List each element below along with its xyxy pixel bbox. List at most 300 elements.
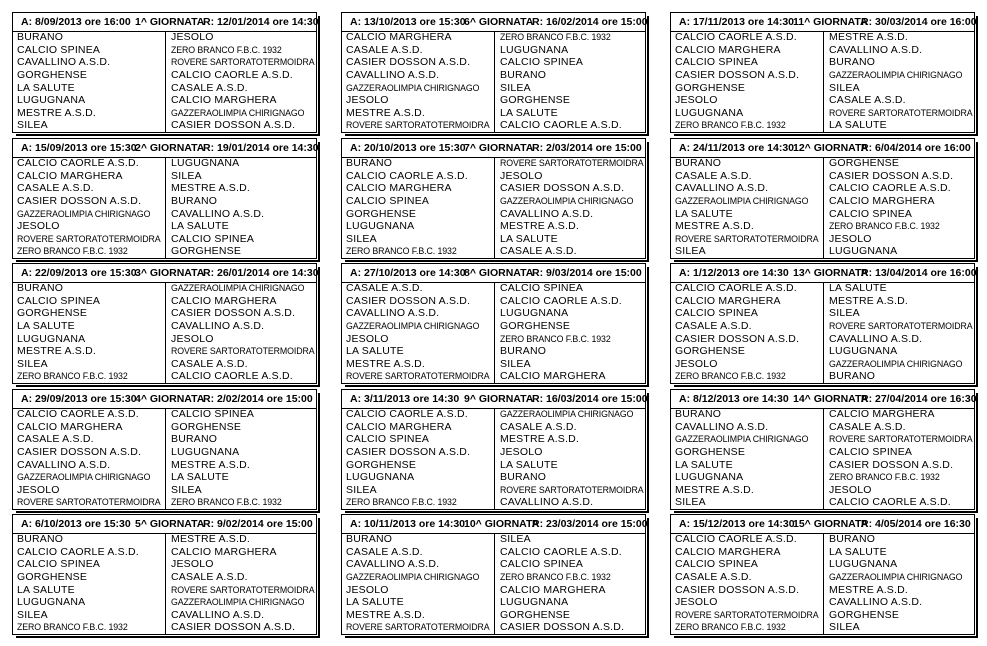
- away-team: ROVERE SARTORATOTERMOIDRA: [823, 320, 976, 333]
- home-team: GORGHENSE: [17, 570, 88, 583]
- home-team: CASALE A.S.D.: [675, 570, 752, 583]
- home-team: GORGHENSE: [17, 307, 88, 320]
- home-team: JESOLO: [17, 483, 60, 496]
- home-team: GORGHENSE: [675, 81, 746, 94]
- away-team: ROVERE SARTORATOTERMOIDRA: [494, 157, 647, 170]
- home-team: CAVALLINO A.S.D.: [17, 56, 111, 69]
- home-team: LA SALUTE: [17, 583, 75, 596]
- away-team: JESOLO: [165, 333, 318, 346]
- home-team: BURANO: [346, 157, 393, 169]
- away-team: LA SALUTE: [165, 220, 318, 233]
- away-team: CAVALLINO A.S.D.: [823, 333, 976, 346]
- home-team: CALCIO CAORLE A.S.D.: [17, 157, 139, 169]
- away-team: LUGUGNANA: [494, 596, 647, 609]
- home-team: CALCIO MARGHERA: [675, 43, 781, 56]
- away-team: CAVALLINO A.S.D.: [165, 320, 318, 333]
- home-team: BURANO: [346, 533, 393, 545]
- home-team: CASIER DOSSON A.S.D.: [675, 332, 800, 345]
- home-team: JESOLO: [346, 332, 389, 345]
- andata-date: A: 10/11/2013 ore 14:30: [350, 518, 465, 530]
- matchday-label: 5^ GIORNATA: [135, 518, 205, 530]
- home-team: CALCIO MARGHERA: [675, 545, 781, 558]
- home-team: SILEA: [346, 483, 377, 496]
- away-team: CALCIO SPINEA: [494, 558, 647, 571]
- home-team: LA SALUTE: [675, 458, 733, 471]
- home-team: CALCIO CAORLE A.S.D.: [675, 31, 797, 43]
- away-team: LUGUGNANA: [823, 245, 976, 258]
- away-team: MESTRE A.S.D.: [823, 31, 976, 44]
- away-team: CALCIO CAORLE A.S.D.: [823, 496, 976, 509]
- away-team: LA SALUTE: [823, 282, 976, 295]
- home-team: CALCIO SPINEA: [675, 56, 759, 69]
- ritorno-date: R: 12/01/2014 ore 14:30: [203, 16, 319, 28]
- away-team: LUGUGNANA: [823, 558, 976, 571]
- away-team: CAVALLINO A.S.D.: [494, 208, 647, 221]
- away-team: GAZZERAOLIMPIA CHIRIGNAGO: [823, 358, 976, 371]
- home-team: CALCIO CAORLE A.S.D.: [346, 408, 468, 420]
- andata-date: A: 20/10/2013 ore 15:30: [350, 142, 466, 154]
- fixtures-grid: [13, 157, 316, 258]
- matchday-card: [12, 263, 317, 384]
- away-team: CALCIO MARGHERA: [823, 195, 976, 208]
- away-team: BURANO: [165, 433, 318, 446]
- away-team: CAVALLINO A.S.D.: [494, 496, 647, 509]
- home-team: MESTRE A.S.D.: [346, 106, 426, 119]
- fixtures-grid: [671, 31, 974, 132]
- home-team: JESOLO: [675, 94, 718, 107]
- ritorno-date: R: 2/02/2014 ore 15:00: [203, 393, 313, 405]
- away-team: CASIER DOSSON A.S.D.: [494, 621, 647, 634]
- away-team: BURANO: [494, 345, 647, 358]
- home-team: ROVERE SARTORATOTERMOIDRA: [17, 233, 161, 244]
- andata-date: A: 24/11/2013 ore 14:30: [679, 142, 794, 154]
- ritorno-date: R: 16/03/2014 ore 15:00: [532, 393, 648, 405]
- andata-date: A: 6/10/2013 ore 15:30: [21, 518, 131, 530]
- away-team: CASIER DOSSON A.S.D.: [823, 170, 976, 183]
- away-team: CASIER DOSSON A.S.D.: [165, 621, 318, 634]
- ritorno-date: R: 23/03/2014 ore 15:00: [532, 518, 648, 530]
- away-team: CALCIO MARGHERA: [494, 370, 647, 383]
- away-team: CAVALLINO A.S.D.: [823, 596, 976, 609]
- matchday-header: [342, 139, 645, 158]
- away-team: GORGHENSE: [165, 245, 318, 258]
- home-team: LUGUGNANA: [17, 596, 86, 609]
- away-team: SILEA: [823, 82, 976, 95]
- home-team: MESTRE A.S.D.: [675, 220, 755, 233]
- home-team: CALCIO MARGHERA: [346, 31, 452, 43]
- home-team: CASIER DOSSON A.S.D.: [17, 445, 142, 458]
- home-team: CALCIO CAORLE A.S.D.: [17, 545, 139, 558]
- matchday-card: [670, 389, 975, 510]
- away-team: ZERO BRANCO F.B.C. 1932: [823, 220, 976, 233]
- home-team: LA SALUTE: [346, 345, 404, 358]
- home-team: GAZZERAOLIMPIA CHIRIGNAGO: [675, 434, 809, 445]
- away-team: GAZZERAOLIMPIA CHIRIGNAGO: [823, 69, 976, 82]
- ritorno-date: R: 16/02/2014 ore 15:00: [532, 16, 648, 28]
- fixtures-grid: [13, 31, 316, 132]
- away-team: LA SALUTE: [165, 471, 318, 484]
- home-team: GORGHENSE: [346, 458, 417, 471]
- home-team: ZERO BRANCO F.B.C. 1932: [17, 622, 128, 633]
- home-team: GAZZERAOLIMPIA CHIRIGNAGO: [675, 195, 809, 206]
- home-team: ZERO BRANCO F.B.C. 1932: [675, 622, 786, 633]
- home-team: JESOLO: [675, 596, 718, 609]
- home-team: LA SALUTE: [17, 81, 75, 94]
- matchday-card: [12, 138, 317, 259]
- matchday-header: [671, 390, 977, 409]
- home-team: CALCIO SPINEA: [675, 307, 759, 320]
- away-team: CAVALLINO A.S.D.: [165, 609, 318, 622]
- fixtures-grid: [13, 282, 316, 383]
- away-team: MESTRE A.S.D.: [165, 182, 318, 195]
- home-team: CALCIO SPINEA: [17, 43, 101, 56]
- matchday-label: 15^ GIORNATA: [793, 518, 869, 530]
- matchday-header: [342, 13, 648, 32]
- home-team: CASALE A.S.D.: [675, 319, 752, 332]
- matchday-header: [342, 515, 648, 534]
- home-team: CAVALLINO A.S.D.: [346, 307, 440, 320]
- away-team: LA SALUTE: [823, 546, 976, 559]
- home-team: LA SALUTE: [675, 207, 733, 220]
- away-team: ROVERE SARTORATOTERMOIDRA: [165, 584, 318, 597]
- home-team: CASALE A.S.D.: [346, 545, 423, 558]
- matchday-card: [670, 263, 975, 384]
- ritorno-date: R: 4/05/2014 ore 16:30: [861, 518, 971, 530]
- away-team: MESTRE A.S.D.: [165, 533, 318, 546]
- home-team: CALCIO SPINEA: [17, 558, 101, 571]
- away-team: LUGUGNANA: [823, 345, 976, 358]
- home-team: CAVALLINO A.S.D.: [675, 420, 769, 433]
- home-team: CALCIO MARGHERA: [17, 169, 123, 182]
- away-team: MESTRE A.S.D.: [823, 295, 976, 308]
- home-team: CASALE A.S.D.: [346, 43, 423, 56]
- home-team: CALCIO MARGHERA: [346, 182, 452, 195]
- away-team: ZERO BRANCO F.B.C. 1932: [494, 333, 647, 346]
- matchday-header: [671, 515, 974, 534]
- home-team: CASIER DOSSON A.S.D.: [675, 68, 800, 81]
- matchday-label: 12^ GIORNATA: [793, 142, 869, 154]
- matchday-label: 11^ GIORNATA: [793, 16, 868, 28]
- home-team: MESTRE A.S.D.: [346, 608, 426, 621]
- home-team: JESOLO: [675, 357, 718, 370]
- away-team: JESOLO: [823, 484, 976, 497]
- fixtures-grid: [342, 282, 645, 383]
- home-team: CASIER DOSSON A.S.D.: [346, 294, 471, 307]
- home-team: CASIER DOSSON A.S.D.: [675, 583, 800, 596]
- home-team: LUGUGNANA: [17, 332, 86, 345]
- away-team: ROVERE SARTORATOTERMOIDRA: [823, 433, 976, 446]
- away-team: SILEA: [823, 307, 976, 320]
- andata-date: A: 27/10/2013 ore 14:30: [350, 267, 466, 279]
- away-team: CALCIO MARGHERA: [165, 546, 318, 559]
- away-team: CAVALLINO A.S.D.: [823, 44, 976, 57]
- matchday-label: 10^ GIORNATA: [464, 518, 540, 530]
- matchday-card: [12, 514, 317, 635]
- away-team: GAZZERAOLIMPIA CHIRIGNAGO: [494, 408, 647, 421]
- away-team: CASIER DOSSON A.S.D.: [165, 307, 318, 320]
- home-team: JESOLO: [17, 220, 60, 233]
- away-team: GORGHENSE: [165, 421, 318, 434]
- matchday-card: [670, 138, 975, 259]
- away-team: JESOLO: [494, 170, 647, 183]
- away-team: ZERO BRANCO F.B.C. 1932: [823, 471, 976, 484]
- matchday-header: [13, 264, 319, 283]
- away-team: SILEA: [494, 82, 647, 95]
- matchday-card: [670, 514, 975, 635]
- home-team: CAVALLINO A.S.D.: [346, 68, 440, 81]
- fixtures-grid: [671, 408, 974, 509]
- home-team: MESTRE A.S.D.: [17, 106, 97, 119]
- fixtures-grid: [13, 408, 316, 509]
- away-team: CALCIO SPINEA: [494, 282, 647, 295]
- home-team: CALCIO CAORLE A.S.D.: [346, 169, 468, 182]
- ritorno-date: R: 13/04/2014 ore 16:00: [861, 267, 977, 279]
- home-team: CAVALLINO A.S.D.: [346, 558, 440, 571]
- home-team: LUGUGNANA: [675, 471, 744, 484]
- home-team: CASALE A.S.D.: [17, 182, 94, 195]
- away-team: CASALE A.S.D.: [165, 571, 318, 584]
- away-team: GORGHENSE: [823, 157, 976, 170]
- home-team: CASALE A.S.D.: [675, 169, 752, 182]
- ritorno-date: R: 27/04/2014 ore 16:30: [861, 393, 977, 405]
- away-team: SILEA: [494, 358, 647, 371]
- andata-date: A: 17/11/2013 ore 14:30: [679, 16, 794, 28]
- away-team: JESOLO: [165, 31, 318, 44]
- andata-date: A: 15/12/2013 ore 14:30: [679, 518, 795, 530]
- home-team: ROVERE SARTORATOTERMOIDRA: [346, 622, 490, 633]
- home-team: CALCIO SPINEA: [346, 433, 430, 446]
- away-team: GAZZERAOLIMPIA CHIRIGNAGO: [494, 195, 647, 208]
- away-team: CALCIO MARGHERA: [494, 584, 647, 597]
- fixtures-grid: [671, 533, 974, 634]
- home-team: LUGUGNANA: [675, 106, 744, 119]
- matchday-header: [13, 13, 319, 32]
- fixtures-grid: [342, 31, 645, 132]
- home-team: ROVERE SARTORATOTERMOIDRA: [675, 609, 819, 620]
- home-team: SILEA: [17, 119, 48, 132]
- away-team: GAZZERAOLIMPIA CHIRIGNAGO: [823, 571, 976, 584]
- away-team: CAVALLINO A.S.D.: [165, 208, 318, 221]
- away-team: ROVERE SARTORATOTERMOIDRA: [165, 56, 318, 69]
- matchday-label: 7^ GIORNATA: [464, 142, 534, 154]
- home-team: LA SALUTE: [17, 319, 75, 332]
- home-team: BURANO: [675, 408, 722, 420]
- matchday-card: [341, 12, 646, 133]
- matchday-card: [12, 389, 317, 510]
- away-team: MESTRE A.S.D.: [165, 459, 318, 472]
- home-team: ROVERE SARTORATOTERMOIDRA: [675, 233, 819, 244]
- fixtures-grid: [342, 157, 645, 258]
- home-team: CASIER DOSSON A.S.D.: [346, 445, 471, 458]
- away-team: LUGUGNANA: [165, 157, 318, 170]
- ritorno-date: R: 6/04/2014 ore 16:00: [861, 142, 971, 154]
- away-team: CALCIO SPINEA: [165, 233, 318, 246]
- home-team: ZERO BRANCO F.B.C. 1932: [675, 371, 786, 382]
- matchday-header: [671, 139, 974, 158]
- matchday-card: [670, 12, 975, 133]
- home-team: LUGUGNANA: [346, 471, 415, 484]
- away-team: ZERO BRANCO F.B.C. 1932: [494, 31, 647, 44]
- matchday-card: [341, 263, 646, 384]
- home-team: BURANO: [675, 157, 722, 169]
- home-team: ZERO BRANCO F.B.C. 1932: [675, 120, 786, 131]
- home-team: JESOLO: [346, 583, 389, 596]
- away-team: LUGUGNANA: [494, 307, 647, 320]
- away-team: BURANO: [494, 69, 647, 82]
- matchday-card: [341, 138, 646, 259]
- home-team: CALCIO MARGHERA: [675, 294, 781, 307]
- away-team: CALCIO SPINEA: [494, 56, 647, 69]
- home-team: CAVALLINO A.S.D.: [17, 458, 111, 471]
- away-team: LA SALUTE: [494, 459, 647, 472]
- away-team: SILEA: [165, 484, 318, 497]
- matchday-label: 8^ GIORNATA: [464, 267, 534, 279]
- home-team: CASIER DOSSON A.S.D.: [17, 194, 142, 207]
- away-team: CALCIO MARGHERA: [165, 295, 318, 308]
- away-team: GAZZERAOLIMPIA CHIRIGNAGO: [165, 107, 318, 120]
- ritorno-date: R: 9/03/2014 ore 15:00: [532, 267, 642, 279]
- away-team: ROVERE SARTORATOTERMOIDRA: [823, 107, 976, 120]
- fixtures-grid: [671, 282, 974, 383]
- home-team: GAZZERAOLIMPIA CHIRIGNAGO: [346, 320, 480, 331]
- home-team: ROVERE SARTORATOTERMOIDRA: [346, 120, 490, 131]
- home-team: BURANO: [17, 31, 64, 43]
- home-team: CALCIO SPINEA: [17, 294, 101, 307]
- away-team: CALCIO CAORLE A.S.D.: [494, 295, 647, 308]
- away-team: CASALE A.S.D.: [823, 94, 976, 107]
- away-team: CASALE A.S.D.: [165, 358, 318, 371]
- away-team: CASALE A.S.D.: [494, 245, 647, 258]
- home-team: GORGHENSE: [346, 207, 417, 220]
- away-team: CALCIO MARGHERA: [823, 408, 976, 421]
- away-team: CASIER DOSSON A.S.D.: [494, 182, 647, 195]
- home-team: MESTRE A.S.D.: [346, 357, 426, 370]
- away-team: GAZZERAOLIMPIA CHIRIGNAGO: [165, 596, 318, 609]
- away-team: SILEA: [165, 170, 318, 183]
- andata-date: A: 29/09/2013 ore 15:30: [21, 393, 137, 405]
- home-team: CALCIO SPINEA: [675, 558, 759, 571]
- home-team: SILEA: [675, 245, 706, 258]
- matchday-label: 2^ GIORNATA: [135, 142, 205, 154]
- away-team: ROVERE SARTORATOTERMOIDRA: [494, 484, 647, 497]
- home-team: LUGUGNANA: [17, 94, 86, 107]
- andata-date: A: 22/09/2013 ore 15:30: [21, 267, 137, 279]
- away-team: CASIER DOSSON A.S.D.: [165, 119, 318, 132]
- andata-date: A: 1/12/2013 ore 14:30: [679, 267, 789, 279]
- home-team: CALCIO SPINEA: [346, 194, 430, 207]
- away-team: MESTRE A.S.D.: [823, 584, 976, 597]
- away-team: GORGHENSE: [494, 94, 647, 107]
- home-team: GAZZERAOLIMPIA CHIRIGNAGO: [346, 571, 480, 582]
- andata-date: A: 15/09/2013 ore 15:30: [21, 142, 137, 154]
- away-team: JESOLO: [823, 233, 976, 246]
- home-team: CASIER DOSSON A.S.D.: [346, 56, 471, 69]
- away-team: BURANO: [823, 370, 976, 383]
- home-team: MESTRE A.S.D.: [17, 345, 97, 358]
- matchday-header: [342, 390, 648, 409]
- matchday-label: 4^ GIORNATA: [135, 393, 205, 405]
- away-team: JESOLO: [494, 446, 647, 459]
- home-team: CAVALLINO A.S.D.: [675, 182, 769, 195]
- away-team: CASIER DOSSON A.S.D.: [823, 459, 976, 472]
- matchday-label: 1^ GIORNATA: [135, 16, 205, 28]
- matchday-card: [341, 389, 646, 510]
- away-team: CALCIO CAORLE A.S.D.: [823, 182, 976, 195]
- fixtures-grid: [671, 157, 974, 258]
- home-team: CASALE A.S.D.: [17, 433, 94, 446]
- away-team: BURANO: [823, 533, 976, 546]
- away-team: CALCIO CAORLE A.S.D.: [165, 370, 318, 383]
- home-team: SILEA: [346, 232, 377, 245]
- home-team: CALCIO CAORLE A.S.D.: [17, 408, 139, 420]
- home-team: GORGHENSE: [17, 68, 88, 81]
- andata-date: A: 13/10/2013 ore 15:30: [350, 16, 466, 28]
- fixtures-grid: [342, 533, 645, 634]
- ritorno-date: R: 26/01/2014 ore 14:30: [203, 267, 319, 279]
- away-team: GORGHENSE: [494, 609, 647, 622]
- away-team: SILEA: [823, 621, 976, 634]
- home-team: SILEA: [17, 357, 48, 370]
- matchday-header: [671, 13, 977, 32]
- home-team: ZERO BRANCO F.B.C. 1932: [346, 246, 457, 257]
- away-team: CALCIO SPINEA: [823, 208, 976, 221]
- matchday-card: [341, 514, 646, 635]
- away-team: MESTRE A.S.D.: [494, 433, 647, 446]
- ritorno-date: R: 19/01/2014 ore 14:30: [203, 142, 319, 154]
- away-team: GORGHENSE: [494, 320, 647, 333]
- home-team: LUGUGNANA: [346, 220, 415, 233]
- home-team: JESOLO: [346, 94, 389, 107]
- home-team: GAZZERAOLIMPIA CHIRIGNAGO: [17, 208, 151, 219]
- matchday-card: [12, 12, 317, 133]
- away-team: BURANO: [494, 471, 647, 484]
- andata-date: A: 8/12/2013 ore 14:30: [679, 393, 789, 405]
- away-team: JESOLO: [165, 558, 318, 571]
- away-team: LA SALUTE: [494, 107, 647, 120]
- home-team: SILEA: [17, 608, 48, 621]
- home-team: ZERO BRANCO F.B.C. 1932: [17, 246, 128, 257]
- away-team: LUGUGNANA: [165, 446, 318, 459]
- home-team: CALCIO CAORLE A.S.D.: [675, 533, 797, 545]
- home-team: GORGHENSE: [675, 345, 746, 358]
- matchday-header: [13, 139, 319, 158]
- matchday-label: 14^ GIORNATA: [793, 393, 869, 405]
- ritorno-date: R: 9/02/2014 ore 15:00: [203, 518, 313, 530]
- away-team: CASALE A.S.D.: [494, 421, 647, 434]
- home-team: ROVERE SARTORATOTERMOIDRA: [346, 371, 490, 382]
- ritorno-date: R: 30/03/2014 ore 16:00: [861, 16, 977, 28]
- andata-date: A: 3/11/2013 ore 14:30: [350, 393, 460, 405]
- away-team: CASALE A.S.D.: [823, 421, 976, 434]
- away-team: CALCIO MARGHERA: [165, 94, 318, 107]
- away-team: MESTRE A.S.D.: [494, 220, 647, 233]
- away-team: ROVERE SARTORATOTERMOIDRA: [165, 345, 318, 358]
- away-team: ZERO BRANCO F.B.C. 1932: [165, 496, 318, 509]
- matchday-label: 9^ GIORNATA: [464, 393, 534, 405]
- away-team: LA SALUTE: [494, 233, 647, 246]
- away-team: CALCIO CAORLE A.S.D.: [165, 69, 318, 82]
- home-team: MESTRE A.S.D.: [675, 483, 755, 496]
- home-team: CALCIO CAORLE A.S.D.: [675, 282, 797, 294]
- matchday-header: [13, 515, 316, 534]
- away-team: CALCIO SPINEA: [823, 446, 976, 459]
- away-team: BURANO: [823, 56, 976, 69]
- matchday-header: [342, 264, 645, 283]
- away-team: CASALE A.S.D.: [165, 82, 318, 95]
- away-team: BURANO: [165, 195, 318, 208]
- matchday-label: 6^ GIORNATA: [464, 16, 534, 28]
- matchday-label: 3^ GIORNATA: [135, 267, 205, 279]
